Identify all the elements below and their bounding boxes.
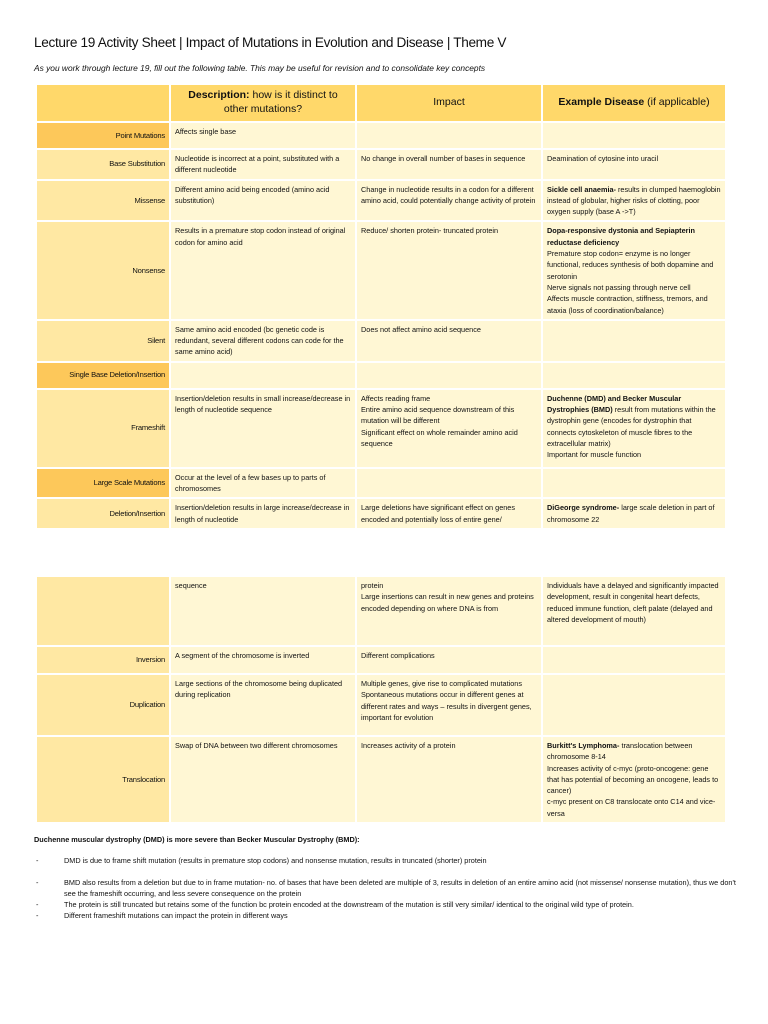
row-label: Inversion [37, 647, 169, 673]
impact-cell: Increases activity of a protein [357, 737, 541, 822]
table-row [37, 469, 725, 498]
row-label [37, 577, 169, 645]
table-row [37, 577, 725, 645]
description-cell: Swap of DNA between two different chromosomes [171, 737, 355, 822]
impact-cell: Different complications [357, 647, 541, 673]
notes-list [34, 855, 744, 921]
example-cell [543, 123, 725, 148]
description-cell: Affects single base [171, 123, 355, 148]
note-item: - Different frameshift mutations can impact the protein in different ways [34, 910, 744, 921]
disease-name: Burkitt's Lymphoma- [547, 741, 620, 750]
example-cell [543, 469, 725, 498]
row-label: Frameshift [37, 390, 169, 467]
row-label: Nonsense [37, 222, 169, 318]
table-row [37, 390, 725, 467]
table-row [37, 181, 725, 221]
mutations-table-part2 [35, 575, 727, 824]
row-label: Silent [37, 321, 169, 361]
note-item: - BMD also results from a deletion but due to in frame mutation- no. of bases that have been deleted are multiple of 3, results in deletion of an entire amino acid (not missense/ nonsense mutation), thus we don't see the frameshift occurring, and less severe consequence on the protein [34, 877, 744, 900]
description-cell: Insertion/deletion results in small increase/decrease in length of nucleotide sequence [171, 390, 355, 467]
impact-cell: Affects reading frame Entire amino acid sequence downstream of this mutation will be different Significant effect on whole remainder amino acid sequence [357, 390, 541, 467]
table-row [37, 363, 725, 388]
disease-name: Sickle cell anaemia- [547, 184, 616, 194]
note-item: - DMD is due to frame shift mutation (results in premature stop codons) and nonsense mutation, results in truncated (shorter) protein [34, 855, 744, 866]
row-label: Large Scale Mutations [37, 469, 169, 498]
notes-heading: Duchenne muscular dystrophy (DMD) is more severe than Becker Muscular Dystrophy (BMD): [34, 835, 360, 844]
header-impact: Impact [357, 85, 541, 121]
description-cell: Nucleotide is incorrect at a point, substituted with a different nucleotide [171, 150, 355, 179]
disease-name: DiGeorge syndrome- [547, 503, 620, 513]
row-label: Base Substitution [37, 150, 169, 179]
description-cell: Occur at the level of a few bases up to parts of chromosomes [171, 469, 355, 498]
row-label: Deletion/Insertion [37, 499, 169, 528]
table-row [37, 150, 725, 179]
page-title: Lecture 19 Activity Sheet | Impact of Mutations in Evolution and Disease | Theme V [34, 35, 507, 51]
example-cell: DiGeorge syndrome- large scale deletion in part of chromosome 22 [543, 499, 725, 528]
example-cell: Burkitt's Lymphoma- translocation between chromosome 8-14 Increases activity of c-myc (proto-oncogene: gene that has potential of becoming an oncogene, leads to cancer) c-myc present on C8 translocate onto C14 and vice-versa [543, 737, 725, 822]
example-cell [543, 321, 725, 361]
example-cell [543, 675, 725, 735]
impact-cell [357, 469, 541, 498]
impact-cell [357, 123, 541, 148]
example-cell [543, 363, 725, 388]
header-corner-cell [37, 85, 169, 121]
description-cell: Different amino acid being encoded (amino acid substitution) [171, 181, 355, 221]
table-row [37, 123, 725, 148]
table-row [37, 647, 725, 673]
disease-name: Duchenne (DMD) and Becker Muscular Dystrophies (BMD) [547, 393, 682, 415]
example-cell: Dopa-responsive dystonia and Sepiapterin reductase deficiency Premature stop codon= enzyme is no longer functional, reduces synthesis of both dopamine and serotonin Nerve signals not passing through nerve cell Affects muscle contraction, stiffness, tremors, and ataxia (loss of coordination/balance) [543, 222, 725, 318]
table-row [37, 499, 725, 528]
description-cell: A segment of the chromosome is inverted [171, 647, 355, 673]
impact-cell: No change in overall number of bases in sequence [357, 150, 541, 179]
example-cell: Duchenne (DMD) and Becker Muscular Dystrophies (BMD) result from mutations within the dystrophin gene (encodes for dystrophin that connects cytoskeleton of muscle fibres to the extracellular matrix) Important for muscle function [543, 390, 725, 467]
description-cell: Results in a premature stop codon instead of original codon for amino acid [171, 222, 355, 318]
table-row [37, 222, 725, 318]
example-cell: Deamination of cytosine into uracil [543, 150, 725, 179]
impact-cell [357, 363, 541, 388]
impact-cell: Multiple genes, give rise to complicated mutations Spontaneous mutations occur in different genes at different rates and ways – results in divergent genes, important for evolution [357, 675, 541, 735]
row-label: Point Mutations [37, 123, 169, 148]
impact-cell: Does not affect amino acid sequence [357, 321, 541, 361]
note-item: - The protein is still truncated but retains some of the function bc protein encoded at the downstream of the mutation is still very similar/ identical to the original wild type of protein. [34, 899, 744, 910]
table-row [37, 321, 725, 361]
disease-name: Dopa-responsive dystonia and Sepiapterin reductase deficiency [547, 226, 695, 247]
page-subtitle: As you work through lecture 19, fill out the following table. This may be useful for revision and to consolidate key concepts [34, 63, 486, 73]
description-cell: sequence [171, 577, 355, 645]
example-cell: Sickle cell anaemia- results in clumped haemoglobin instead of globular, higher risks of clotting, poor oxygen supply (base A ->T) [543, 181, 725, 221]
description-cell: Insertion/deletion results in large increase/decrease in length of nucleotide [171, 499, 355, 528]
impact-cell: protein Large insertions can result in new genes and proteins encoded depending on where DNA is from [357, 577, 541, 645]
description-cell: Same amino acid encoded (bc genetic code is redundant, several different codons can code for the same amino acid) [171, 321, 355, 361]
table-row [37, 737, 725, 822]
example-cell [543, 647, 725, 673]
dmd-notes [34, 834, 744, 922]
impact-cell: Large deletions have significant effect on genes encoded and potentially loss of entire gene/ [357, 499, 541, 528]
row-label: Translocation [37, 737, 169, 822]
description-cell: Large sections of the chromosome being duplicated during replication [171, 675, 355, 735]
row-label: Missense [37, 181, 169, 221]
row-label: Single Base Deletion/Insertion [37, 363, 169, 388]
example-cell: Individuals have a delayed and significantly impacted development, result in congenital heart defects, reduced immune function, cleft palate (delayed and altered development of mouth) [543, 577, 725, 645]
row-label: Duplication [37, 675, 169, 735]
mutations-table-part1 [35, 83, 727, 530]
header-description: Description: how is it distinct to other mutations? [171, 85, 355, 121]
table-header-row [37, 85, 725, 121]
impact-cell: Change in nucleotide results in a codon for a different amino acid, could potentially change activity of protein [357, 181, 541, 221]
description-cell [171, 363, 355, 388]
table-row [37, 675, 725, 735]
impact-cell: Reduce/ shorten protein- truncated protein [357, 222, 541, 318]
header-example: Example Disease (if applicable) [543, 85, 725, 121]
